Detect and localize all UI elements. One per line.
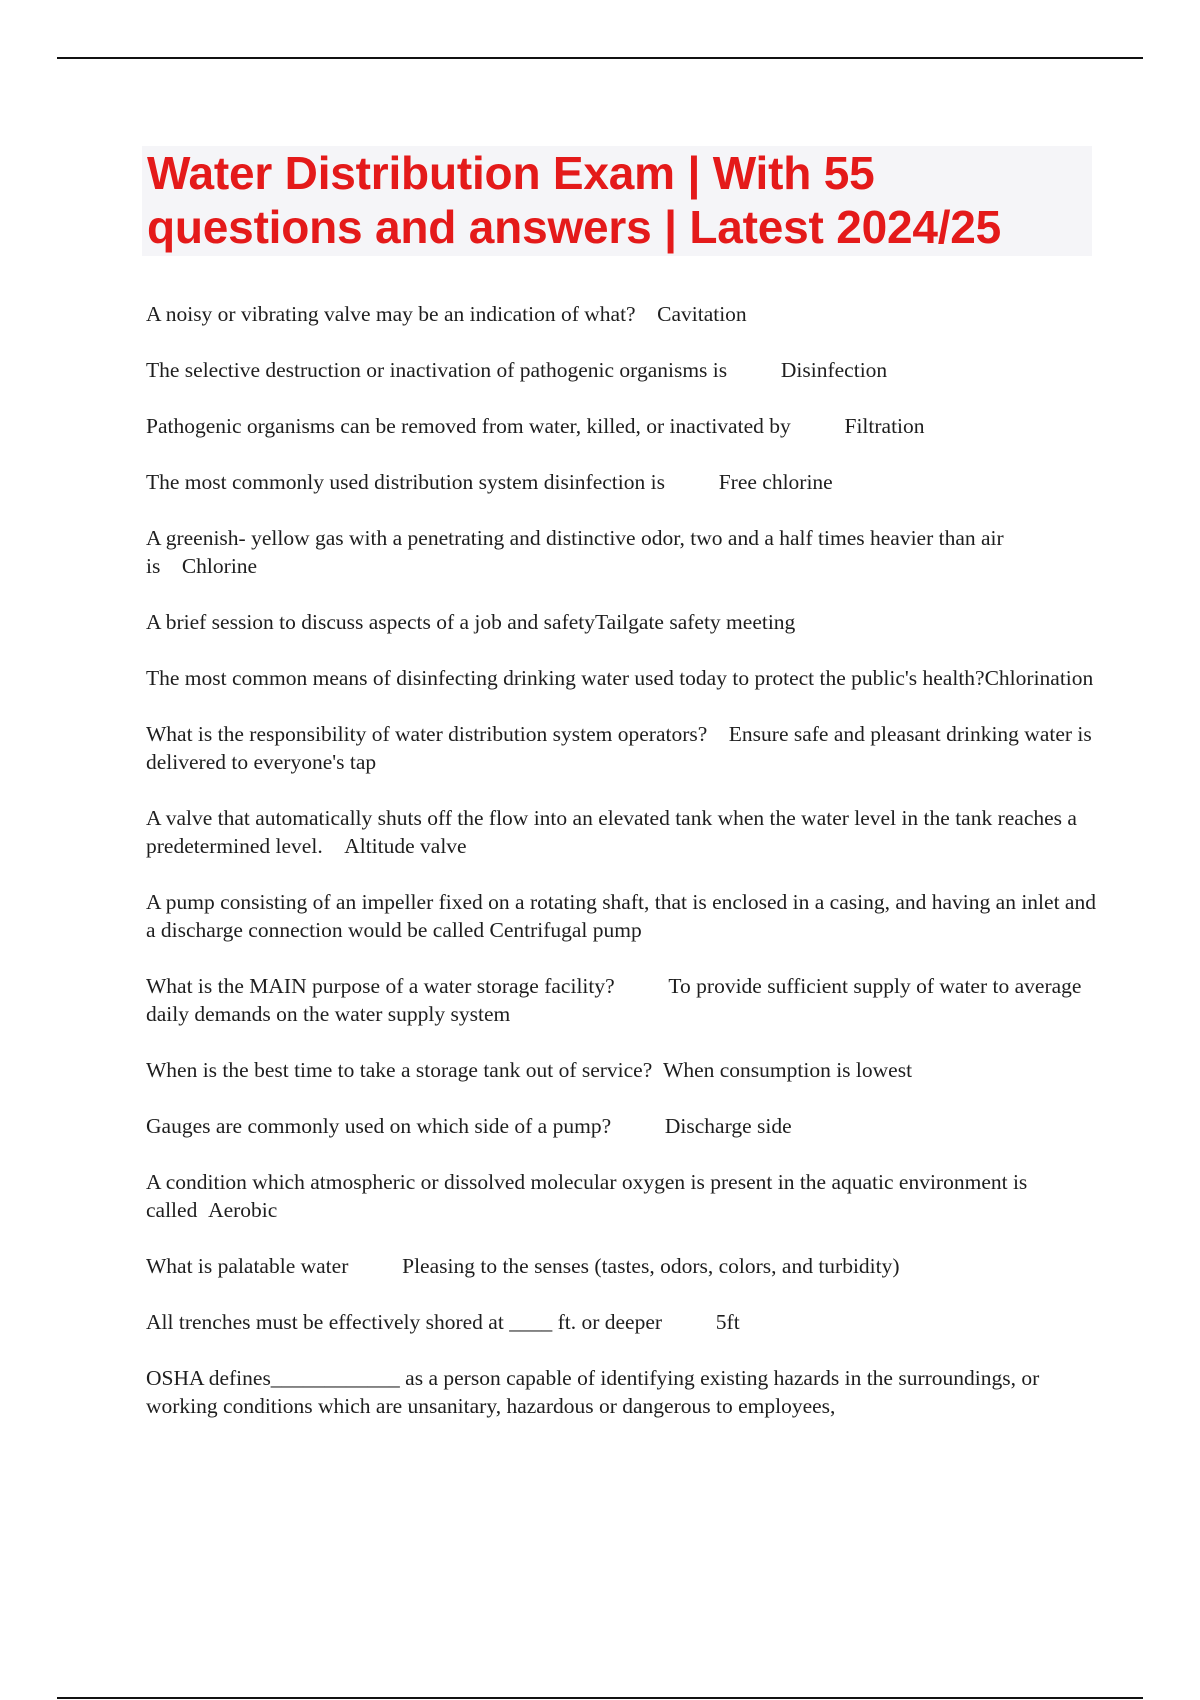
qa-item	[146, 664, 1096, 692]
qa-item	[146, 1056, 1096, 1084]
answer-text: Chlorination	[984, 666, 1094, 690]
question-text: The selective destruction or inactivation of pathogenic organisms is	[146, 358, 728, 382]
qa-item	[146, 804, 1096, 860]
bottom-rule	[57, 1697, 1143, 1699]
qa-item	[146, 1112, 1096, 1140]
question-text: The most commonly used distribution system disinfection is	[146, 470, 665, 494]
top-rule	[57, 57, 1143, 59]
question-text: A valve that automatically shuts off the flow into an elevated tank when the water level in the tank reaches a predetermined level.	[146, 806, 1077, 858]
qa-list	[146, 300, 1096, 1448]
answer-text: Cavitation	[657, 302, 747, 326]
question-text: What is the responsibility of water distribution system operators?	[146, 722, 708, 746]
answer-text: Pleasing to the senses (tastes, odors, colors, and turbidity)	[402, 1254, 900, 1278]
answer-text: Free chlorine	[718, 470, 833, 494]
qa-item	[146, 1364, 1096, 1420]
answer-text: Tailgate safety meeting	[595, 610, 796, 634]
qa-item	[146, 888, 1096, 944]
question-text: Gauges are commonly used on which side of a pump?	[146, 1114, 612, 1138]
answer-text: Disinfection	[780, 358, 888, 382]
question-text: OSHA defines____________ as a person capable of identifying existing hazards in the surroundings, or working conditions which are unsanitary, hazardous or dangerous to employees,	[146, 1366, 1040, 1418]
answer-text: Filtration	[844, 414, 925, 438]
question-text: A condition which atmospheric or dissolved molecular oxygen is present in the aquatic environment is called	[146, 1170, 1028, 1222]
answer-text: Discharge side	[664, 1114, 792, 1138]
question-text: Pathogenic organisms can be removed from water, killed, or inactivated by	[146, 414, 791, 438]
answer-text: Ensure safe and pleasant drinking water is delivered to everyone's tap	[146, 722, 1092, 774]
answer-text: Centrifugal pump	[489, 918, 642, 942]
answer-text: Chlorine	[181, 554, 258, 578]
question-text: What is the MAIN purpose of a water storage facility?	[146, 974, 615, 998]
qa-item	[146, 608, 1096, 636]
qa-item	[146, 1252, 1096, 1280]
qa-item	[146, 1168, 1096, 1224]
question-text: The most common means of disinfecting drinking water used today to protect the public's health?	[146, 666, 985, 690]
document-title: Water Distribution Exam | With 55 questions and answers | Latest 2024/25	[147, 147, 1002, 253]
question-text: All trenches must be effectively shored at ____ ft. or deeper	[146, 1310, 663, 1334]
question-text: What is palatable water	[146, 1254, 349, 1278]
qa-item	[146, 468, 1096, 496]
answer-text: To provide sufficient supply of water to average daily demands on the water supply system	[146, 974, 1082, 1026]
answer-text: Altitude valve	[344, 834, 467, 858]
question-text: A pump consisting of an impeller fixed on a rotating shaft, that is enclosed in a casing, and having an inlet and a discharge connection would be called	[146, 890, 1096, 942]
answer-text: 5ft	[715, 1310, 740, 1334]
qa-item	[146, 356, 1096, 384]
qa-item	[146, 412, 1096, 440]
qa-item	[146, 300, 1096, 328]
answer-text: When consumption is lowest	[663, 1058, 913, 1082]
question-text: A brief session to discuss aspects of a job and safety	[146, 610, 596, 634]
qa-item	[146, 524, 1096, 580]
question-text: A greenish- yellow gas with a penetrating and distinctive odor, two and a half times heavier than air is	[146, 526, 1004, 578]
qa-item	[146, 720, 1096, 776]
question-text: A noisy or vibrating valve may be an indication of what?	[146, 302, 636, 326]
qa-item	[146, 1308, 1096, 1336]
question-text: When is the best time to take a storage tank out of service?	[146, 1058, 653, 1082]
answer-text: Aerobic	[208, 1198, 278, 1222]
qa-item	[146, 972, 1096, 1028]
